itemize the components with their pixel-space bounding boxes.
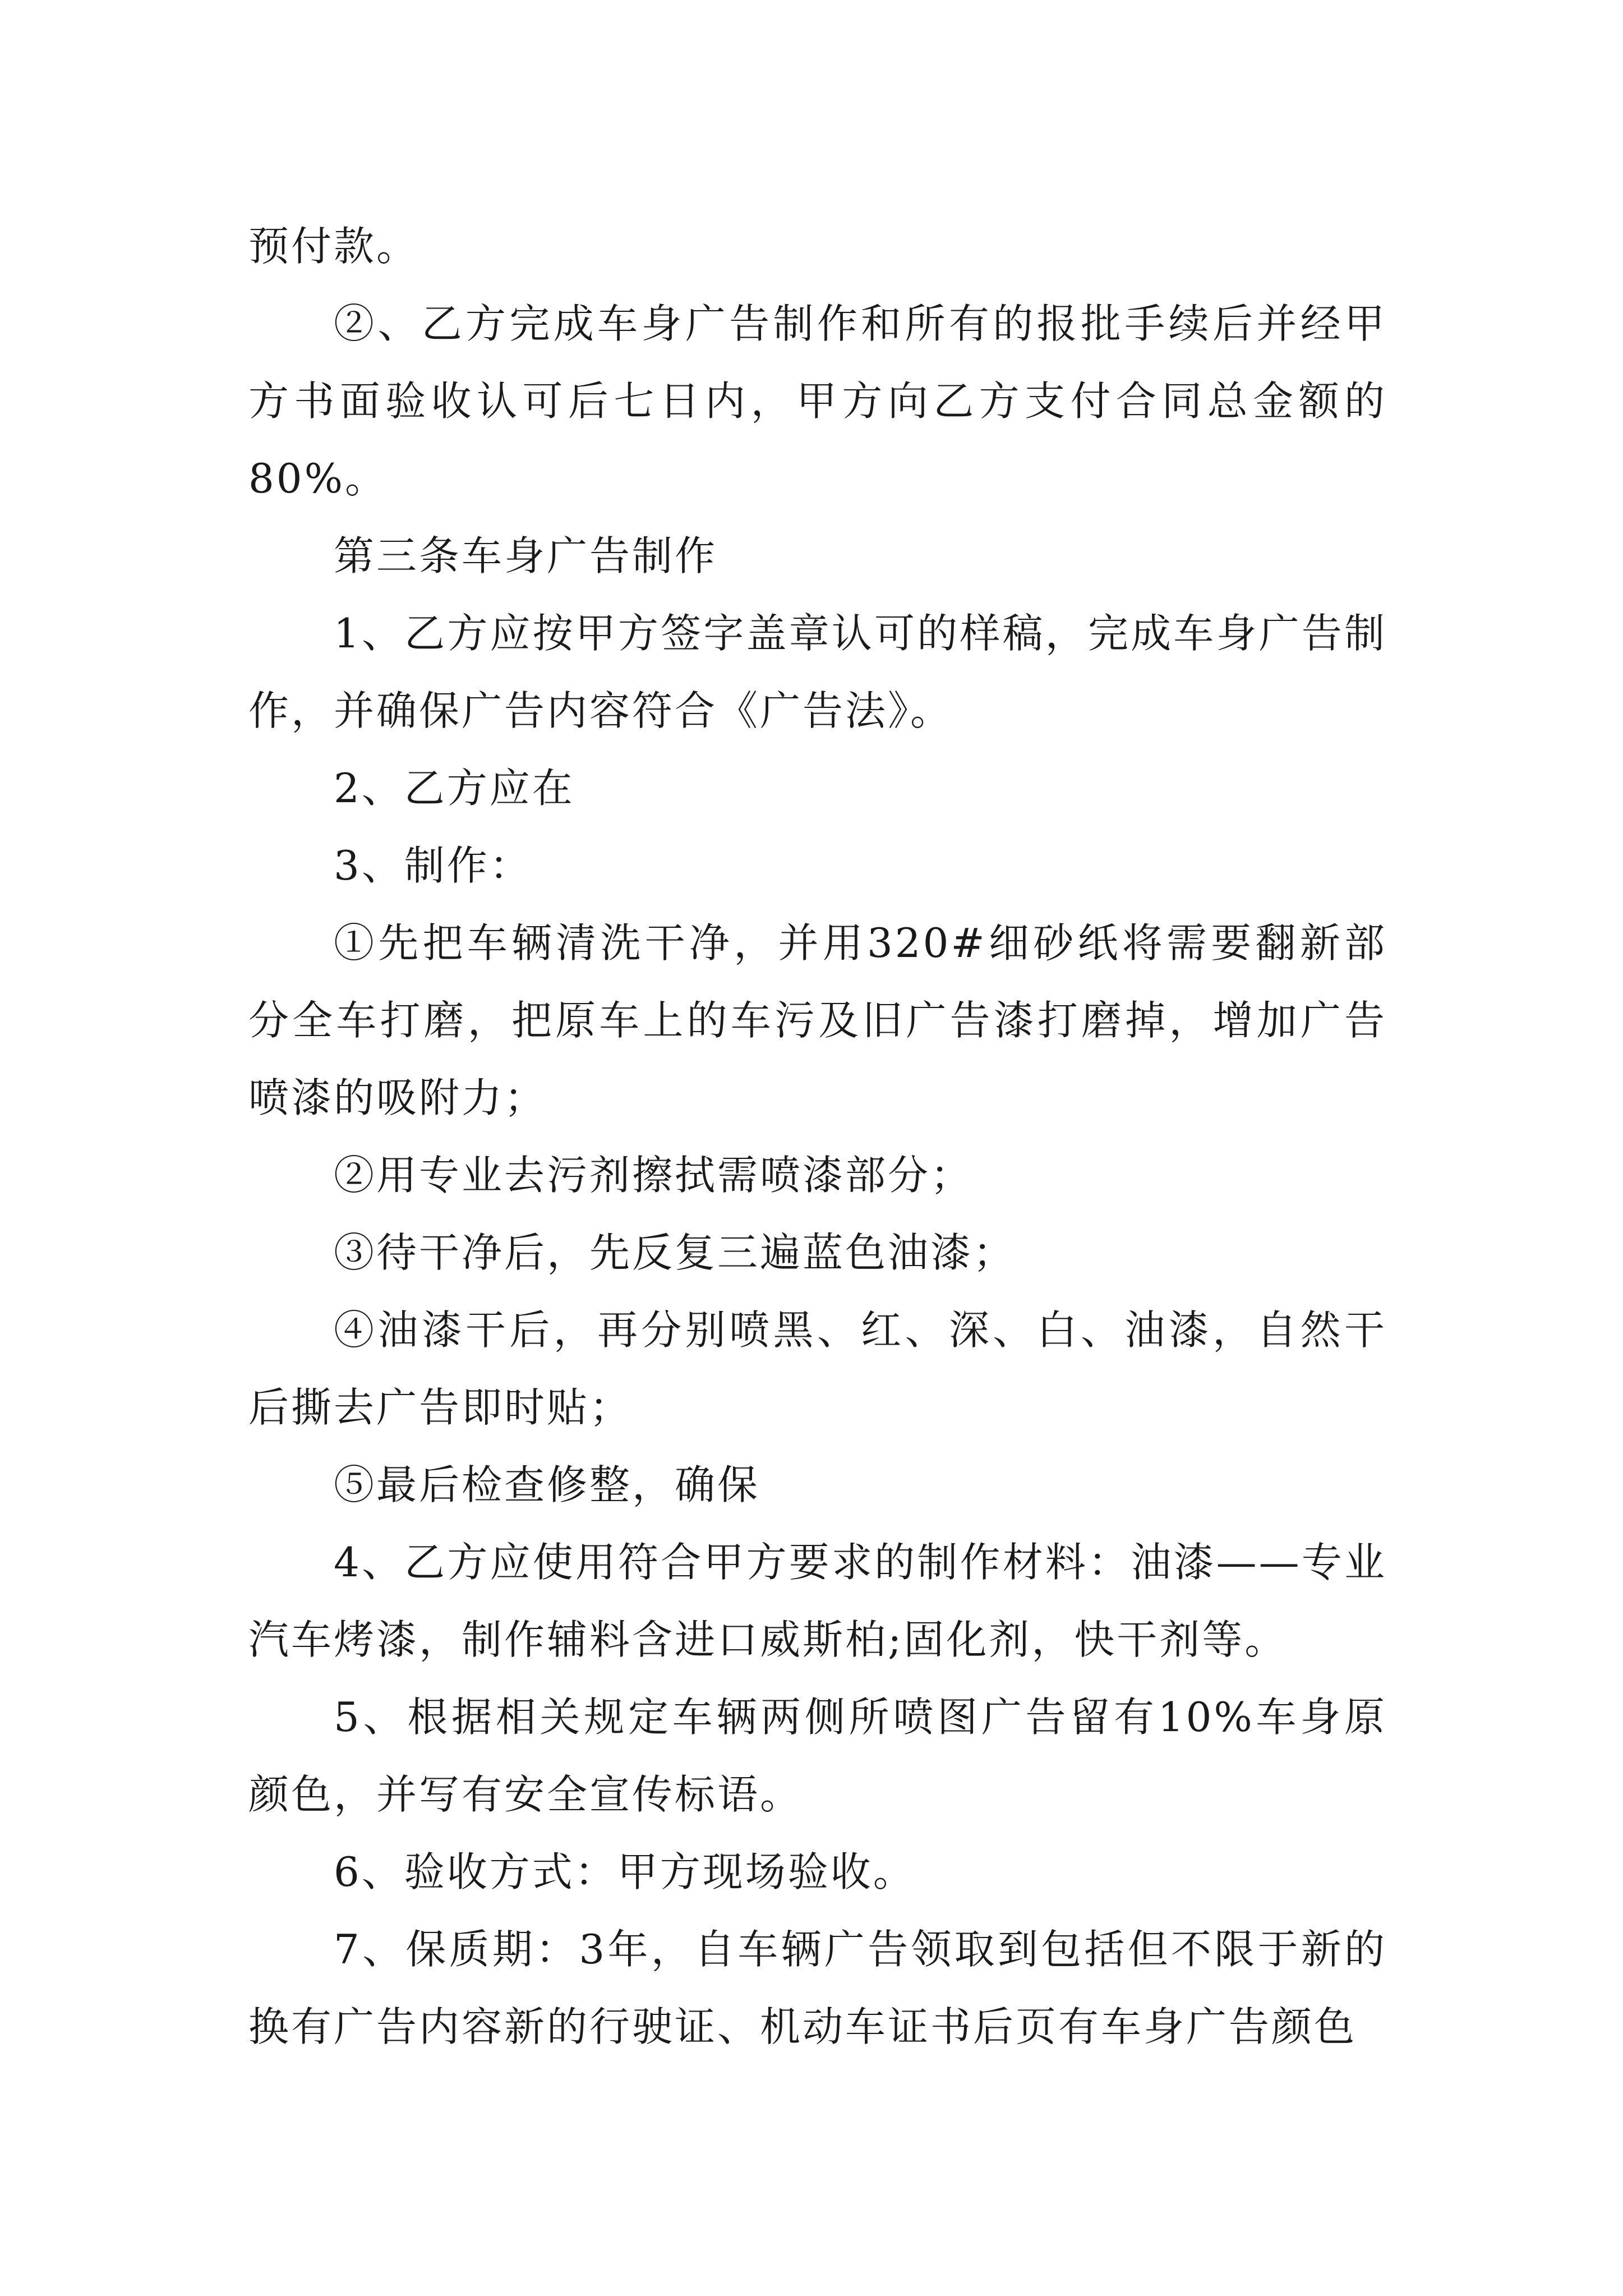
paragraph-step-1: ①先把车辆清洗干净，并用320#细砂纸将需要翻新部分全车打磨，把原车上的车污及旧广告漆打磨掉，增加广告喷漆的吸附力； (248, 919, 1387, 1121)
paragraph-clause-7: 7、保质期：3年，自车辆广告领取到包括但不限于新的换有广告内容新的行驶证、机动车证书后页有车身广告颜色 (248, 1926, 1387, 2050)
paragraph-step-4: ④油漆干后，再分别喷黑、红、深、白、油漆，自然干后撕去广告即时贴； (248, 1306, 1387, 1431)
paragraph-clause-2: 2、乙方应在 (334, 765, 575, 812)
paragraph-step-3: ③待干净后，先反复三遍蓝色油漆； (334, 1229, 1016, 1276)
paragraph-step-5: ⑤最后检查修整，确保 (334, 1461, 760, 1508)
section-heading-article-3: 第三条车身广告制作 (334, 532, 718, 579)
paragraph-clause-6: 6、验收方式：甲方现场验收。 (334, 1848, 916, 1895)
paragraph-clause-4: 4、乙方应使用符合甲方要求的制作材料：油漆——专业汽车烤漆，制作辅料含进口威斯柏;固化剂，快干剂等。 (248, 1539, 1387, 1663)
paragraph-payment-80-percent: ②、乙方完成车身广告制作和所有的报批手续后并经甲方书面验收认可后七日内，甲方向乙方支付合同总金额的80%。 (248, 300, 1387, 502)
paragraph-prepayment-end: 预付款。 (248, 223, 419, 270)
paragraph-step-2: ②用专业去污剂擦拭需喷漆部分； (334, 1152, 974, 1199)
paragraph-clause-3: 3、制作： (334, 842, 532, 889)
document-body (248, 208, 1387, 2065)
paragraph-clause-1: 1、乙方应按甲方签字盖章认可的样稿，完成车身广告制作，并确保广告内容符合《广告法》。 (248, 610, 1387, 734)
paragraph-clause-5: 5、根据相关规定车辆两侧所喷图广告留有10%车身原颜色，并写有安全宣传标语。 (248, 1694, 1387, 1818)
